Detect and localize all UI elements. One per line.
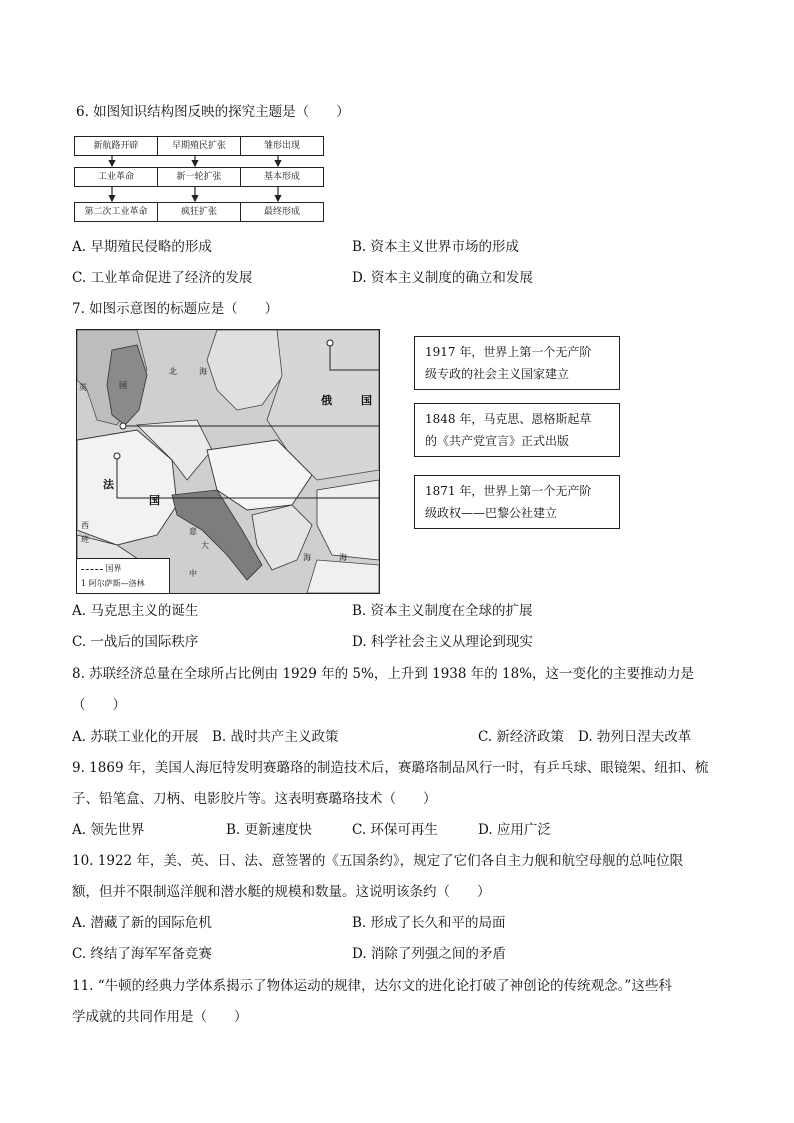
map-label-italy-2: 大 bbox=[201, 541, 209, 550]
q8-option-c[interactable]: C. 新经济政策 bbox=[478, 729, 564, 745]
q8-stem-line-1: 8. 苏联经济总量在全球所占比例由 1929 年的 5%，上升到 1938 年的 18%，这一变化的主要推动力是 bbox=[72, 666, 695, 682]
flow-box: 早期殖民扩张 bbox=[157, 136, 241, 156]
q9-option-c[interactable]: C. 环保可再生 bbox=[352, 822, 438, 838]
flow-box: 基本形成 bbox=[240, 167, 324, 187]
q7-option-a[interactable]: A. 马克思主义的诞生 bbox=[72, 603, 199, 619]
legend-border-label: 国界 bbox=[105, 564, 122, 573]
map-label-north-sea-2: 海 bbox=[199, 367, 207, 376]
q7-stem: 7. 如图示意图的标题应是（ ） bbox=[72, 301, 279, 317]
europe-map bbox=[76, 329, 380, 594]
map-label-france-2: 国 bbox=[149, 494, 160, 507]
map-label-mediterranean-2: 海 bbox=[303, 553, 311, 562]
flow-box: 最终形成 bbox=[240, 202, 324, 222]
q9-option-b[interactable]: B. 更新速度快 bbox=[226, 822, 313, 838]
q7-option-d[interactable]: D. 科学社会主义从理论到现实 bbox=[352, 634, 533, 650]
callout-1871 bbox=[414, 475, 620, 529]
map-label-russia-2: 国 bbox=[361, 394, 372, 407]
q10-stem-line-1: 10. 1922 年，美、英、日、法、意签署的《五国条约》，规定了它们各自主力舰和航空母舰的总吨位限 bbox=[72, 853, 684, 869]
q9-stem-line-2: 子、铅笔盒、刀柄、电影胶片等。这表明赛璐珞技术（ ） bbox=[72, 791, 437, 807]
q9-stem-line-1: 9. 1869 年，美国人海厄特发明赛璐珞的制造技术后，赛璐珞制品风行一时，有乒乓球、眼镜架、纽扣、梳 bbox=[72, 760, 709, 776]
legend-item: 1 阿尔萨斯—洛林 bbox=[81, 579, 145, 588]
q11-stem-line-1: 11. “牛顿的经典力学体系揭示了物体运动的规律，达尔文的进化论打破了神创论的传统观念。”这些科 bbox=[72, 978, 672, 994]
map-label-italy: 意 bbox=[189, 527, 197, 536]
q10-option-c[interactable]: C. 终结了海军军备竞赛 bbox=[72, 946, 212, 962]
q7-option-b[interactable]: B. 资本主义制度在全球的扩展 bbox=[352, 603, 533, 619]
map-label-spain: 西 bbox=[81, 521, 89, 530]
callout-line: 级专政的社会主义国家建立 bbox=[425, 367, 570, 381]
q7-option-c[interactable]: C. 一战后的国际秩序 bbox=[72, 634, 199, 650]
q6-option-d[interactable]: D. 资本主义制度的确立和发展 bbox=[352, 270, 533, 286]
q8-option-a[interactable]: A. 苏联工业化的开展 bbox=[72, 729, 199, 745]
q10-option-b[interactable]: B. 形成了长久和平的局面 bbox=[352, 915, 506, 931]
callout-line: 的《共产党宣言》正式出版 bbox=[425, 434, 570, 448]
flow-box: 雏形出现 bbox=[240, 136, 324, 156]
q6-stem: 6. 如图知识结构图反映的探究主题是（ ） bbox=[76, 104, 350, 120]
q10-stem-line-2: 额，但并不限制巡洋舰和潜水艇的规模和数量。这说明该条约（ ） bbox=[72, 884, 491, 900]
q6-option-a[interactable]: A. 早期殖民侵略的形成 bbox=[72, 239, 212, 255]
q8-option-d[interactable]: D. 勃列日涅夫改革 bbox=[578, 729, 692, 745]
map-legend bbox=[77, 558, 170, 593]
callout-1848 bbox=[414, 403, 620, 457]
callout-line: 1871 年，世界上第一个无产阶 bbox=[425, 484, 592, 498]
q11-stem-line-2: 学成就的共同作用是（ ） bbox=[72, 1009, 248, 1025]
q9-option-a[interactable]: A. 领先世界 bbox=[72, 822, 145, 838]
flow-box: 新一轮扩张 bbox=[157, 167, 241, 187]
q6-option-b[interactable]: B. 资本主义世界市场的形成 bbox=[352, 239, 520, 255]
callout-1917 bbox=[414, 336, 620, 390]
map-label-spain-2: 班 bbox=[81, 535, 89, 544]
q10-option-d[interactable]: D. 消除了列强之间的矛盾 bbox=[352, 946, 506, 962]
flow-box: 新航路开辟 bbox=[74, 136, 158, 156]
callout-line: 级政权——巴黎公社建立 bbox=[425, 506, 558, 520]
border-line-icon bbox=[81, 569, 103, 570]
map-label-mediterranean: 中 bbox=[189, 569, 197, 578]
q6-option-c[interactable]: C. 工业革命促进了经济的发展 bbox=[72, 270, 253, 286]
map-label-russia: 俄 bbox=[321, 394, 332, 407]
flow-box: 第二次工业革命 bbox=[74, 202, 158, 222]
flow-box: 工业革命 bbox=[74, 167, 158, 187]
map-label-britain-2: 国 bbox=[119, 381, 127, 390]
map-label-france: 法 bbox=[103, 478, 114, 491]
q9-option-d[interactable]: D. 应用广泛 bbox=[478, 822, 551, 838]
map-label-north-sea: 北 bbox=[169, 367, 177, 376]
callout-line: 1848 年，马克思、恩格斯起草 bbox=[425, 412, 592, 426]
map-label-britain: 英 bbox=[79, 383, 87, 392]
map-label-sea: 海 bbox=[339, 553, 347, 562]
q8-stem-line-2: （ ） bbox=[72, 697, 126, 713]
flow-box: 疯狂扩张 bbox=[157, 202, 241, 222]
callout-line: 1917 年，世界上第一个无产阶 bbox=[425, 345, 592, 359]
q10-option-a[interactable]: A. 潜藏了新的国际危机 bbox=[72, 915, 212, 931]
q8-option-b[interactable]: B. 战时共产主义政策 bbox=[212, 729, 339, 745]
